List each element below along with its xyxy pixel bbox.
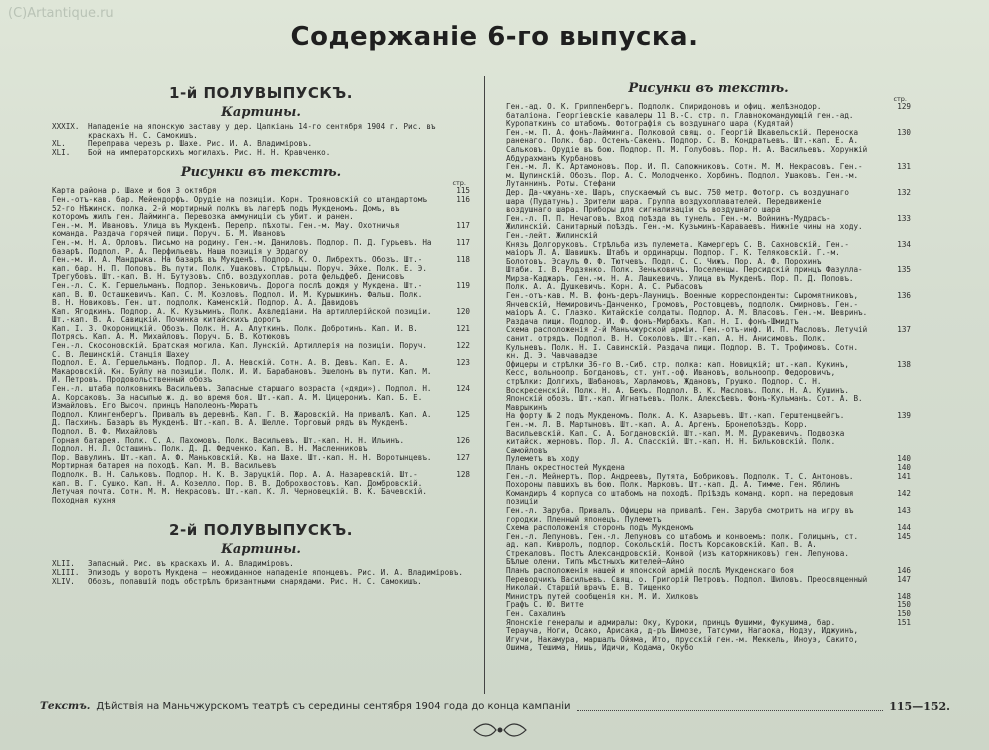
part1-figs-heading: Рисунки въ текстѣ. bbox=[180, 165, 342, 181]
figure-page: 127 bbox=[456, 452, 470, 462]
figure-entry bbox=[52, 196, 470, 222]
figure-entry bbox=[506, 490, 911, 507]
figure-entry bbox=[52, 385, 470, 411]
plate-number: XLIV. bbox=[52, 576, 75, 586]
figure-page: 123 bbox=[456, 358, 470, 368]
plate-title: Нападеніе на японскую заставу у дер. Цапкіань 14-го сентября 1904 г. Рис. въ краскахъ Н. С. Самокишъ. bbox=[88, 122, 436, 140]
part1-plates-heading: Картины. bbox=[221, 105, 301, 120]
figure-entry bbox=[506, 241, 911, 267]
figure-page: 137 bbox=[897, 325, 911, 335]
figure-entry bbox=[506, 292, 911, 326]
figure-page: 148 bbox=[897, 591, 911, 601]
figure-entry bbox=[52, 239, 470, 256]
figure-caption: Ген.-ад. О. К. Гриппенбергъ. Подполк. Спиридоновъ и офиц. желѣзнодор. баталіона. Георгіевскіе кавалеры 11 В.-С. стр. п. Главнокомандующій ген.-ад. Куропаткинъ со штабомъ. Фотографія съ воздушнаго шара (Кудятай) bbox=[506, 102, 854, 129]
figure-caption: Кап. Ягодкинъ. Подпор. А. К. Кузьминъ. Полк. Ахвледіани. На артиллерійской позиціи. Шт.-кап. В. А. Савицкій. Починка китайскихъ дорогъ bbox=[52, 306, 432, 325]
part2-plates-list bbox=[52, 560, 470, 586]
right-figs-list bbox=[506, 103, 911, 653]
figure-caption: Штаби. I. В. Родзянко. Полк. Зеньковичъ. Поселенцы. Персидскій принцъ Фазулла-Мирза-Каджаръ. Ген.-м. Н. А. Лашкевичъ. Улица въ Мукденѣ. Пор. П. Д. Поповъ. Полк. А. А. Душкевичъ. Корн. А. С. Рыбасовъ bbox=[506, 265, 863, 292]
figure-entry bbox=[506, 473, 911, 490]
figure-caption: Ген.-л. Заруба. Привалъ. Офицеры на привалѣ. Ген. Заруба смотритъ на игру въ городки. Пленный японецъ. Пулеметъ bbox=[506, 505, 854, 524]
figure-caption: Подпол. Е. А. Гершельманъ. Подпор. Л. А. Невскій. Сотн. А. В. Девъ. Кап. Е. А. Макаровскій. Кн. Буйлу на позиціи. Полк. И. И. Барабановъ. Эшелонъ въ пути. Кап. М. И. Петровъ. Продовольственный обозъ bbox=[52, 358, 432, 385]
figure-caption: Ген.-л. С. К. Гершельманъ. Подпор. Зеньковичъ. Дорога послѣ дождя у Мукдена. Шт.-кап. В. Ю. Осташкевичъ. Кап. С. М. Козловъ. Подпол. И. М. Курышкинъ. Фальш. Полк. В. Н. Новиковъ. Ген. шт. подполк. Каменскій. Подпор. А. А. Давидовъ bbox=[52, 280, 423, 308]
figure-caption: Ген.-м. М. Ивановъ. Улица въ Мукденѣ. Перепр. пѣхоты. Ген.-м. Мау. Охотничья команда. Раздача горячей пищи. Поруч. Б. М. Ивановъ bbox=[52, 220, 400, 239]
figure-caption: Ген.-л. штаба полковникъ Васильевъ. Запасные старшаго возраста («дяди»). Подпол. Н. А. Корсаковъ. За насыпью ж. д. во время боя. Шт.-кап. А. М. Цицерониъ. Кап. Б. Е. Измайловъ. Его Высоч. принцъ Наполеонъ-Мюратъ bbox=[52, 384, 432, 411]
figure-page: 120 bbox=[456, 306, 470, 316]
figure-caption: Кап. I. З. Окороницкій. Обозъ. Полк. Н. А. Алуткинъ. Полк. Добротинъ. Кап. И. В. Потрясъ. Кап. А. М. Михайловъ. Поруч. Б. В. Котюковъ bbox=[52, 323, 418, 342]
page-column-label: стр. bbox=[452, 179, 466, 188]
figure-caption: Ген.-л. Лепуновъ. Ген.-л. Лепуновъ со штабомъ и конвоемъ: полк. Голицынъ, ст. ад. кап. Кивролъ, подпор. Сокольскій. Постъ Корсаковскій. Кап. В. А. Стрекаловъ. Постъ Александровскій. Конвой (изъ каторжниковъ) ген. Лепунова. Бѣлые олени. Типъ мѣстныхъ жителей—Айно bbox=[506, 531, 859, 567]
part2-heading: 2-й ПОЛУВЫПУСКЪ. bbox=[169, 521, 353, 540]
figure-caption: Ген. Сахалинъ bbox=[506, 609, 566, 619]
figure-page: 136 bbox=[897, 291, 911, 301]
plate-number: XLII. bbox=[52, 559, 75, 569]
part1-plates-list bbox=[52, 123, 470, 157]
figure-caption: Ген.-л. П. П. Нечаговъ. Вход поѣзда въ тунель. Ген.-м. Войнинъ-Мудрасъ-Жилинскій. Санитарный поѣздъ. Ген.-м. Кузьминъ-Караваевъ. Нижніе чины на ходу. Ген.-лейт. Жилинскій bbox=[506, 213, 863, 240]
plate-number: XLI. bbox=[52, 147, 71, 157]
figure-page: 144 bbox=[897, 523, 911, 533]
figure-page: 150 bbox=[897, 600, 911, 610]
figure-page: 119 bbox=[456, 280, 470, 290]
figure-page: 129 bbox=[897, 102, 911, 111]
figure-entry bbox=[52, 325, 470, 342]
right-page-column-label: стр. bbox=[893, 95, 907, 103]
plate-title: Запасный. Рис. въ краскахъ И. А. Владиміровъ. bbox=[88, 559, 294, 569]
figure-page: 146 bbox=[897, 566, 911, 576]
figure-entry bbox=[52, 222, 470, 239]
figure-entry bbox=[52, 282, 470, 308]
plate-entry bbox=[52, 123, 470, 140]
page-title: Содержаніе 6-го выпуска. bbox=[290, 22, 699, 52]
figure-page: 150 bbox=[897, 609, 911, 619]
figure-caption: Офицеры и стрѣлки 36-го В.-Сиб. стр. полка: кап. Новицкій; шт.-кап. Кукинъ, Кесс, вольноопр. Богдановъ, ст. унт.-оф. Ивановъ, вольноопр. Федоровичъ, стрѣлки: Долгихъ, Шабановъ, Харламовъ, Ждановъ, Грушко. Подпор. С. Н. Воскресенскій. Полк. Н. А. Бекъ. Подпол. В. К. Масловъ. Полк. Н. А. Кушинъ. Японскій обозъ. Шт.-кап. Игнатьевъ. Полк. Алексѣевъ. Фонъ-Кульманъ. Сот. А. В. Маврыкинъ bbox=[506, 359, 863, 412]
figure-page: 134 bbox=[897, 239, 911, 249]
figure-entry bbox=[506, 103, 911, 129]
figure-caption: Переводчикъ Васильевъ. Свящ. о. Григорій Петровъ. Подпол. Шиловъ. Преосвященный Николай. Старшій врачъ Е. В. Тищенко bbox=[506, 574, 868, 593]
figure-page: 140 bbox=[897, 454, 911, 464]
left-column bbox=[52, 78, 470, 698]
figure-caption: Ген.-м. И. А. Мандрыка. На базарѣ въ Мукденѣ. Подпор. К. О. Либрехтъ. Обозъ. Шт.-кап. бар. Н. П. Поповъ. Въ пути. Полк. Ушаковъ. Стрѣльцы. Поруч. Эйхе. Полк. Е. Э. Трегубовъ. Шт.-кап. В. Н. Бутузовъ. Спб. воздухоплав. рота фельдфеб. Денисовъ bbox=[52, 255, 427, 282]
figure-entry bbox=[506, 533, 911, 567]
figure-page: 124 bbox=[456, 384, 470, 394]
figure-page: 117 bbox=[456, 220, 470, 230]
plate-number: XL. bbox=[52, 139, 66, 149]
figure-page: 141 bbox=[897, 471, 911, 481]
part2-plates-heading: Картины. bbox=[221, 542, 301, 558]
text-section-label: Текстъ. bbox=[40, 700, 91, 712]
figure-caption: Ген.-отъ-кав. М. В. фонъ-деръ-Лауницъ. Военные корреспонденты: Сыромятниковъ, Янчевскій, Немировичъ-Данченко, Громовъ, Ростовцевъ, подполк. Смирновъ. Ген.-маіоръ А. С. Глазко. Китайскіе солдаты. Подпор. А. М. Власовъ. Ген.-м. Шевринъ. Раздача пищи. Подпор. И. Ф. фонъ-Мирбахъ. Кап. Н. I. фонъ-Шмидтъ bbox=[506, 291, 868, 326]
figure-entry bbox=[506, 601, 911, 610]
figure-caption: Дер. Да-чжуань-хе. Шаръ, спускаемый съ выс. 750 метр. Фотогр. съ воздушнаго шара (Пудатунь). Зрители шара. Группа воздухоплавателей. Передвиженіе воздушнаго шара. Приборы для сигнализаціи съ воздушнаго шара bbox=[506, 187, 849, 215]
figure-entry bbox=[506, 361, 911, 413]
figure-caption: Ген.-л. Мейнертъ. Пор. Андреевъ, Путята, Бобриковъ. Подполк. Т. С. Антоновъ. Похороны павшихъ въ бою. Полк. Марковъ. Шт.-кап. Д. А. Тимме. Ген. Яблинъ bbox=[506, 471, 854, 490]
ornament-icon bbox=[470, 720, 530, 740]
plate-entry bbox=[52, 578, 470, 587]
watermark: (C)Artantique.ru bbox=[8, 6, 114, 21]
text-section-title: Дѣйствія на Маньчжурскомъ театрѣ съ середины сентября 1904 года до конца кампаніи bbox=[96, 700, 571, 712]
plate-title: Обозъ, попавшій подъ обстрѣлъ бризантными снарядами. Рис. Н. С. Самокишъ. bbox=[88, 576, 422, 586]
figure-entry bbox=[506, 189, 911, 215]
figure-entry bbox=[506, 129, 911, 163]
figure-page: 118 bbox=[456, 255, 470, 265]
figure-caption: Планъ окрестностей Мукдена bbox=[506, 462, 625, 472]
figure-entry bbox=[506, 215, 911, 241]
figure-page: 128 bbox=[456, 469, 470, 479]
figure-caption: Схема расположенія 2-й Маньчжурской арміи. Ген.-отъ-инф. И. П. Масловъ. Летучій санит. отрядъ. Подпол. В. Н. Соколовъ. Шт.-кап. А. Н. Анисимовъ. Полк. Кульневъ. Полк. Н. I. Савинскій. Раздача пищи. Подпор. В. Т. Трофимовъ. Сотн. кн. Д. Э. Чавчавадзе bbox=[506, 325, 868, 361]
figure-entry bbox=[52, 342, 470, 359]
plate-entry bbox=[52, 149, 470, 158]
figure-page: 135 bbox=[897, 265, 911, 275]
figure-page: 115 bbox=[456, 186, 470, 196]
figure-page: 151 bbox=[897, 617, 911, 627]
figure-caption: Ген.-отъ-кав. бар. Мейендорфъ. Орудіе на позиціи. Корн. Трояновскій со штандартомъ 52-го Нѣжинск. полка. 2-й мортирный полкъ въ лагерѣ подъ Мукденомъ. Домъ, въ которомъ жилъ ген. Лайминга. Перевозка аммуниціи съ убит. и ранен. bbox=[52, 194, 427, 222]
figure-caption: Пулеметъ въ ходу bbox=[506, 454, 580, 464]
figure-caption: Графъ С. Ю. Витте bbox=[506, 600, 584, 610]
figure-entry bbox=[506, 412, 911, 455]
figure-caption: Подпол. Клингенбергъ. Привалъ въ деревнѣ. Кап. Г. В. Жаровскій. На привалѣ. Кап. А. Д. Пасхинъ. Базаръ въ Мукденѣ. Шт.-кап. В. А. Шелле. Торговый рядъ въ Мукденѣ. Подпол. В. Ф. Михайловъ bbox=[52, 409, 432, 436]
leader-dots bbox=[577, 702, 884, 711]
figure-entry bbox=[506, 507, 911, 524]
figure-entry bbox=[506, 163, 911, 189]
text-section-pages: 115—152. bbox=[889, 699, 950, 713]
right-figs-heading: Рисунки въ текстѣ. bbox=[628, 81, 789, 96]
figure-caption: Ген.-м. Н. А. Орловъ. Письмо на родину. Ген.-м. Даниловъ. Подпор. П. Д. Гурьевъ. На базарѣ. Подпол. Р. А. Перфильевъ. Наша позиція у Эрдагоу bbox=[52, 237, 432, 256]
figure-entry bbox=[52, 471, 470, 505]
figure-page: 140 bbox=[897, 462, 911, 472]
figure-page: 130 bbox=[897, 127, 911, 137]
figure-page: 142 bbox=[897, 488, 911, 498]
figure-page: 126 bbox=[456, 435, 470, 445]
figure-caption: Карта района р. Шахе и боя 3 октября bbox=[52, 186, 217, 196]
part1-figs-list bbox=[52, 187, 470, 505]
figure-page: 125 bbox=[456, 409, 470, 419]
figure-caption: Ген.-м. Л. К. Артамоновъ. Пор. И. П. Сапожниковъ. Сотн. М. М. Некрасовъ. Ген.-м. Щупинскій. Обозъ. Пор. А. С. Молодченко. Хорбинъ. Подпол. Ушаковъ. Ген.-м. Лутаннинъ. Роты. Стефани bbox=[506, 162, 863, 189]
figure-page: 131 bbox=[897, 162, 911, 172]
figure-caption: Князь Долгоруковъ. Стрѣльба изъ пулемета. Камергеръ С. В. Сахновскій. Ген.-маіоръ Л. А. Шавишкъ. Штабъ и ординарцы. Подпор. Г. К. Теляковскій. Г.-м. Болотовъ. Эсаулъ Ф. Ф. Тютчевъ. Подп. С. С. Чижъ. Пор. А. Ф. Порохинъ bbox=[506, 239, 849, 266]
figure-page: 143 bbox=[897, 505, 911, 515]
figure-caption: Ген.-л. Скосоновскій. Братская могила. Кап. Лунскій. Артиллерія на позиціи. Поруч. С. В. Лешинскій. Станція Шахеу bbox=[52, 341, 427, 359]
figure-entry bbox=[52, 308, 470, 325]
figure-caption: Командиръ 4 корпуса со штабомъ на походѣ. Пріѣздъ команд. корп. на передовыя позиціи bbox=[506, 488, 854, 507]
plate-title: Эпизодъ у воротъ Мукдена — неожиданное нападеніе японцевъ. Рис. И. А. Владиміровъ. bbox=[88, 567, 463, 577]
figure-page: 133 bbox=[897, 213, 911, 223]
figure-entry bbox=[506, 576, 911, 593]
figure-entry bbox=[52, 359, 470, 385]
figure-caption: Подполк. В. Н. Сальковъ. Подпор. Н. К. В. Заруцкій. Пор. А. А. Назаревскій. Шт.-кап. В. Г. Сушко. Кап. Н. А. Козелло. Пор. В. В. Доброхвостовъ. Кап. Домбровскій. Летучая почта. Сотн. М. М. Некрасовъ. Шт.-кап. К. Л. Черновецкій. В. К. Бачевскій. Походная кухня bbox=[52, 469, 427, 505]
figure-page: 139 bbox=[897, 411, 911, 421]
plate-number: XXXIX. bbox=[52, 122, 80, 131]
figure-caption: Планъ расположенія нашей и японской армій послѣ Мукденскаго боя bbox=[506, 566, 795, 576]
figure-caption: Ген.-м. П. А. фонъ-Лайминга. Полковой свящ. о. Георгій Шкавельскій. Переноска раненаго. Полк. бар. Остенъ-Сакенъ. Подпор. С. В. Кондратьевъ. Шт.-кап. Е. А. Сальковъ. Орудіе въ бою. Подпор. П. М. Голубовъ. Пор. Н. А. Васильевъ. Хорунжій Абдурахманъ Курбановъ bbox=[506, 127, 868, 163]
figure-page: 122 bbox=[456, 341, 470, 351]
figure-page: 132 bbox=[897, 187, 911, 197]
figure-entry bbox=[52, 454, 470, 471]
figure-page: 117 bbox=[456, 237, 470, 247]
column-divider bbox=[484, 76, 485, 694]
part1-heading: 1-й ПОЛУВЫПУСКЪ. bbox=[169, 84, 353, 102]
figure-caption: Горная батарея. Полк. С. А. Пахомовъ. Полк. Васильевъ. Шт.-кап. Н. Н. Ильинъ. Подпол. Н. Л. Осташинъ. Полк. Д. Д. Федченко. Кап. В. Н. Масленниковъ bbox=[52, 435, 405, 454]
figure-entry bbox=[506, 266, 911, 292]
figure-page: 116 bbox=[456, 194, 470, 204]
figure-caption: Японскіе генералы и адмиралы: Оку, Куроки, принцъ Фушими, Фукушима, бар. Терауча, Ноги, Осако, Арисака, д-ръ Шимозе, Татсуми, Нагаока, Нодзу, Иджуинъ, Игучи, Накамура, маршалъ Ойяма, Ито, прусскій ген.-м. Меккель, Иноуэ, Сакито, Ошима, Тешима, Нишь, Идичи, Кодама, Окубо bbox=[506, 617, 859, 653]
figure-entry bbox=[52, 256, 470, 282]
figure-page: 145 bbox=[897, 531, 911, 541]
figure-entry bbox=[506, 326, 911, 360]
plate-title: Бой на императорскихъ могилахъ. Рис. Н. Н. Кравченко. bbox=[88, 147, 331, 157]
figure-page: 121 bbox=[456, 323, 470, 333]
figure-caption: Пор. Вавулинъ. Шт.-кап. А. Ф. Маньковскій. Кв. на Шахе. Шт.-кап. Н. Н. Воротынцевъ. Мортирная батарея на походѣ. Кап. М. В. Васильевъ bbox=[52, 452, 432, 471]
plate-title: Переправа черезъ р. Шахе. Рис. И. А. Владиміровъ. bbox=[88, 139, 313, 149]
text-section-line bbox=[40, 698, 950, 714]
figure-entry bbox=[506, 619, 911, 653]
figure-caption: Министръ путей сообщенія кн. М. И. Хилковъ bbox=[506, 591, 699, 601]
figure-entry bbox=[52, 411, 470, 437]
plate-number: XLIII. bbox=[52, 567, 80, 577]
figure-page: 138 bbox=[897, 359, 911, 369]
figure-entry bbox=[52, 437, 470, 454]
figure-page: 147 bbox=[897, 574, 911, 584]
figure-caption: На форту № 2 подъ Мукденомъ. Полк. А. К. Азарьевъ. Шт.-кап. Герштенцвейгъ. Ген.-м. Л. В. Мартыновъ. Шт.-кап. А. А. Аргенъ. Бронепоѣздъ. Корр. Васильевскій. Кап. С. А. Богдановскій. Шт.-кап. М. М. Дуракевичъ. Подвозка китайск. жерновъ. Пор. Л. А. Спасскій. Шт.-кап. Н. Н. Бильковскій. Полк. Самойловъ bbox=[506, 411, 845, 455]
figure-caption: Схема расположенія сторонъ подъ Мукденомъ bbox=[506, 523, 694, 533]
right-column bbox=[506, 78, 911, 683]
